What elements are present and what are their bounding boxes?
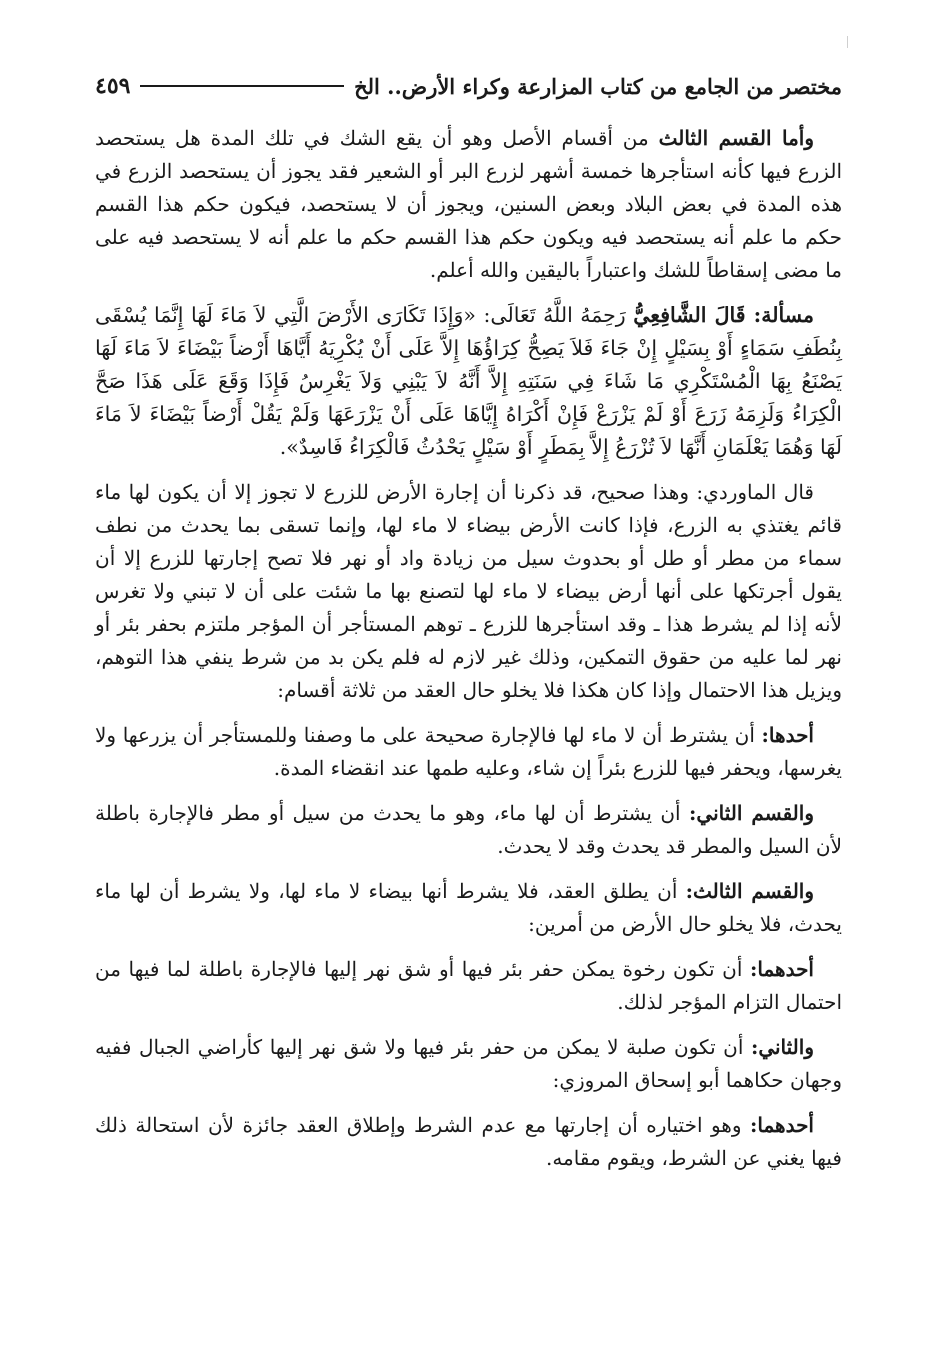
paragraph-lead: أحدهما: (749, 1113, 814, 1137)
paragraph-lead: وأما القسم الثالث (658, 126, 814, 150)
running-title: مختصر من الجامع من كتاب المزارعة وكراء الأرض.. الخ (354, 73, 842, 99)
paragraph-third-section (95, 122, 842, 287)
page-body (95, 122, 842, 1187)
paragraph-text: أن تكون صلبة لا يمكن من حفر بئر فيها ولا شق نهر إليها كأراضي الجبال ففيه وجهان حكاهما أبو إسحاق المروزي: (95, 1035, 842, 1092)
header-rule (140, 85, 344, 87)
paragraph-second-section (95, 797, 842, 863)
paragraph-text: أن يطلق العقد، فلا يشرط أنها بيضاء لا ماء لها، ولا يشرط أن لها ماء يحدث، فلا يخلو حال الأرض من أمرين: (95, 879, 842, 936)
paragraph-one-of-two (95, 953, 842, 1019)
paragraph-lead: أحدهما: (749, 957, 814, 981)
paragraph-first (95, 719, 842, 785)
paragraph-text: أن يشترط أن لها ماء، وهو ما يحدث من سيل أو مطر فالإجارة باطلة لأن السيل والمطر قد يحدث وقد لا يحدث. (95, 801, 842, 858)
paragraph-text: من أقسام الأصل وهو أن يقع الشك في تلك المدة هل يستحصد الزرع فيها كأنه استأجرها خمسة أشهر لزرع البر أو الشعير فقد يجوز أن يستحصد الزرع في هذه المدة في بعض البلاد وبعض السنين، ويجوز أن لا يستحصد، فيكون حكم هذا القسم حكم ما علم أنه يستحصد فيه ويكون حكم هذا القسم حكم ما علم أنه لا يستحصد فيه على ما مضى إسقاطاً للشك واعتباراً باليقين والله أعلم. (95, 126, 842, 282)
paragraph-lead: والثاني: (750, 1035, 814, 1059)
paragraph-third-section-2 (95, 875, 842, 941)
paragraph-text: وهو اختياره أن إجارتها مع عدم الشرط وإطلاق العقد جائزة لأن استحالة ذلك فيها يغني عن الشرط، ويقوم مقامه. (95, 1113, 842, 1170)
paragraph-lead: والقسم الثالث: (685, 879, 815, 903)
paragraph-lead: أحدها: (761, 723, 814, 747)
paragraph-text: رَحِمَهُ اللَّهُ تَعَالَى: «وَإِذَا تَكَارَى الأَرْضَ الَّتِي لاَ مَاءَ لَهَا إِنَّمَا يُسْقَى بِنُطَفِ سَمَاءٍ أَوْ بِسَيْلٍ إِنْ جَاءَ فَلاَ يَصِحُّ كِرَاؤُهَا إِلاَّ عَلَى أَنْ يُكْرِيَهُ أَيَّاهَا أَرْضاً بَيْضَاءَ لاَ مَاءَ لَهَا يَصْنَعُ بِهَا الْمُسْتَكْرِي مَا شَاءَ فِي سَنَتِهِ إِلاَّ أَنَّهُ لاَ يَبْنِي وَلاَ يَغْرِسُ فَإِذَا وَقَعَ عَلَى هَذَا صَحَّ الْكِرَاءُ وَلَزِمَهُ زَرَعَ أَوْ لَمْ يَزْرَعْ فَإِنْ أَكْرَاهُ إِيَّاهَا عَلَى أَنْ يَزْرَعَهَا وَلَمْ يَقُلْ أَرْضاً بَيْضَاءَ لاَ مَاءَ لَهَا وَهُمَا يَعْلَمَانِ أَنَّهَا لاَ تُزْرَعُ إِلاَّ بِمَطَرٍ أَوْ سَيْلٍ يَحْدُثُ فَالْكِرَاءُ فَاسِدٌ». (95, 303, 842, 459)
page-number: ٤٥٩ (95, 73, 131, 99)
scan-mark (847, 36, 848, 48)
paragraph-lead: والقسم الثاني: (689, 801, 814, 825)
paragraph-text: أن يشترط أن لا ماء لها فالإجارة صحيحة على ما وصفنا وللمستأجر أن يزرعها ولا يغرسها، ويحفر فيها للزرع بئراً إن شاء، وعليه طمها عند انقضاء المدة. (95, 723, 842, 780)
paragraph-lead: مسألة: قَالَ الشَّافِعِيُّ (633, 303, 814, 327)
paragraph-mawardi (95, 476, 842, 707)
paragraph-the-second (95, 1031, 842, 1097)
paragraph-text: قال الماوردي: وهذا صحيح، قد ذكرنا أن إجارة الأرض للزرع لا تجوز إلا أن يكون لها ماء قائم يغتذي به الزرع، فإذا كانت الأرض بيضاء لا ماء لها، وإنما تسقى بما يحدث من نطف سماء من مطر أو طل أو بحدوث سيل من زيادة واد أو نهر فلا تصح إجارتها للزرع إلا أن يقول أجرتكها على أنها أرض بيضاء لا ماء لها لتصنع بها ما شئت على أن لا تبني ولا تغرس لأنه إذا لم يشرط هذا ـ وقد استأجرها للزرع ـ توهم المستأجر أن المؤجر ملتزم بحفر بئر أو نهر لما عليه من حقوق التمكين، وذلك غير لازم له فلم يكن بد من شرط ينفي هذا التوهم، ويزيل هذا الاحتمال وإذا كان هكذا فلا يخلو حال العقد من ثلاثة أقسام: (95, 480, 842, 702)
paragraph-text: أن تكون رخوة يمكن حفر بئر فيها أو شق نهر إليها فالإجارة باطلة لما فيها من احتمال التزام المؤجر لذلك. (95, 957, 842, 1014)
paragraph-masala (95, 299, 842, 464)
page-header (95, 68, 842, 104)
paragraph-first-view (95, 1109, 842, 1175)
